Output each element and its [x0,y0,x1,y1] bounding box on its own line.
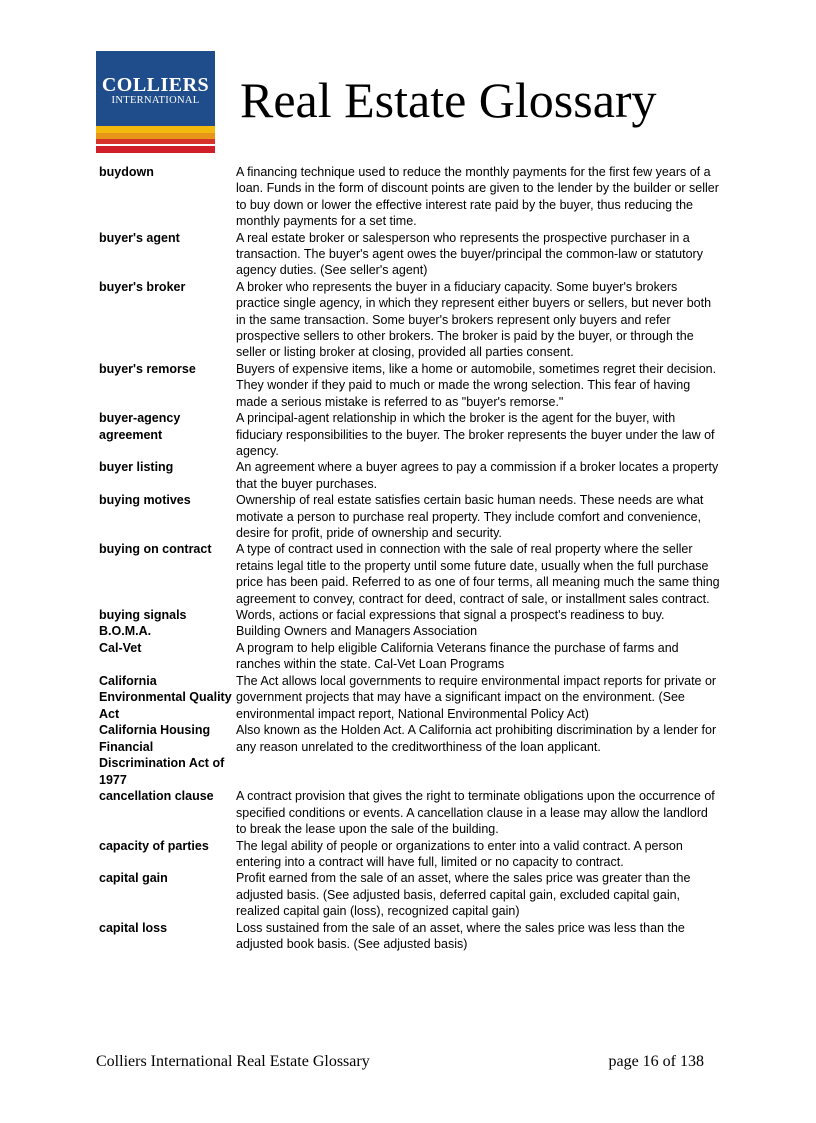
logo-stripe-yellow [96,126,215,133]
logo-subtext: INTERNATIONAL [111,95,200,106]
glossary-entry [99,788,721,837]
glossary-entry [99,164,721,230]
colliers-logo [96,51,215,153]
glossary-term: capacity of parties [99,838,209,853]
glossary-definition: A program to help eligible California Veterans finance the purchase of farms and ranches within the state. Cal-Vet Loan Programs [236,640,679,672]
glossary-term: Cal-Vet [99,640,142,655]
glossary-entry [99,410,721,459]
footer-document-title: Colliers International Real Estate Glossary [96,1053,370,1070]
glossary-entry [99,361,721,410]
glossary-entry [99,623,721,640]
glossary-entry [99,870,721,919]
glossary-definition: Loss sustained from the sale of an asset, where the sales price was less than the adjusted book basis. (See adjusted basis) [236,920,685,951]
glossary-entry [99,459,721,492]
glossary-definition: A financing technique used to reduce the monthly payments for the first few years of a loan. Funds in the form of discount points are given to the lender by the builder or seller to buy down or lower the effective interest rate paid by the buyer, thus reducing the monthly payments for a set time. [236,165,719,229]
glossary-list [99,164,721,952]
glossary-term: buyer listing [99,460,174,475]
glossary-term: buyer's agent [99,230,180,245]
footer-page-number: page 16 of 138 [608,1053,704,1070]
glossary-term: California Housing Financial Discrimination Act of 1977 [99,723,225,787]
glossary-definition: An agreement where a buyer agrees to pay a commission if a broker locates a property that the buyer purchases. [236,460,719,491]
glossary-entry [99,492,721,541]
glossary-definition: A principal-agent relationship in which the broker is the agent for the buyer, with fiduciary responsibilities to the buyer. The broker represents the buyer under the law of agency. [236,411,715,458]
page-title: Real Estate Glossary [240,72,657,128]
glossary-term: buying on contract [99,542,212,557]
glossary-entry [99,541,721,607]
glossary-definition: Profit earned from the sale of an asset, where the sales price was greater than the adjusted basis. (See adjusted basis, deferred capital gain, excluded capital gain, realized capital gain (loss), recognized capital gain) [236,871,691,919]
glossary-term: buydown [99,165,154,179]
glossary-term: capital loss [99,920,168,935]
glossary-entry [99,640,721,673]
glossary-term: buyer-agency agreement [99,411,181,442]
glossary-definition: The Act allows local governments to require environmental impact reports for private or government projects that may have a significant impact on the environment. (See environmental impact report, National Environmental Policy Act) [236,673,717,721]
glossary-definition: A contract provision that gives the right to terminate obligations upon the occurrence of specified conditions or events. A cancellation clause in a lease may allow the landlord to break the lease upon the sale of the building. [236,789,715,837]
glossary-term: buying motives [99,493,191,508]
glossary-entry [99,722,721,788]
glossary-definition: A type of contract used in connection with the sale of real property where the seller retains legal title to the property until some future date, usually when the full purchase price has been paid. Referred to as one of four terms, all meaning much the same thing agreement to convey, contract for deed, contract of sale, or installment sales contract. [236,542,720,606]
glossary-entry [99,838,721,871]
glossary-entry [99,230,721,279]
glossary-definition: Ownership of real estate satisfies certain basic human needs. These needs are what motivate a person to purchase real property. They include comfort and convenience, desire for profit, pride of ownership and security. [236,493,704,540]
glossary-entry [99,920,721,953]
glossary-term: buying signals [99,607,187,622]
glossary-term: buyer's broker [99,279,186,294]
glossary-definition: Buyers of expensive items, like a home or automobile, sometimes regret their decision. They wonder if they paid to much or made the wrong selection. This fear of having made a serious mistake is referred to as "buyer's remorse." [236,361,717,409]
glossary-term: buyer's remorse [99,361,196,376]
glossary-term: California Environmental Quality Act [99,673,232,721]
glossary-definition: Building Owners and Managers Association [236,624,478,639]
glossary-entry [99,279,721,361]
glossary-term: cancellation clause [99,789,214,804]
glossary-definition: Also known as the Holden Act. A California act prohibiting discrimination by a lender for any reason unrelated to the creditworthiness of the loan applicant. [236,723,717,754]
glossary-definition: The legal ability of people or organizations to enter into a valid contract. A person entering into a contract will have full, limited or no capacity to contract. [236,838,683,869]
glossary-entry [99,673,721,723]
glossary-term: capital gain [99,871,168,886]
logo-wordmark: COLLIERS [101,74,210,96]
glossary-definition: A broker who represents the buyer in a fiduciary capacity. Some buyer's brokers practice single agency, in which they represent either buyers or sellers, but never both in the same transaction. Some buyer's brokers represent only buyers and refer prospective sellers to other brokers. The broker is paid by the buyer, or through the seller or listing broker at closing, provided all parties consent. [236,279,712,360]
logo-stripe-red-bottom [96,146,215,153]
glossary-definition: Words, actions or facial expressions that signal a prospect's readiness to buy. [236,607,665,622]
glossary-entry [99,607,721,624]
glossary-definition: A real estate broker or salesperson who represents the prospective purchaser in a transaction. The buyer's agent owes the buyer/principal the common-law or statutory agency duties. (See seller's agent) [236,230,703,278]
glossary-term: B.O.M.A. [99,624,152,639]
